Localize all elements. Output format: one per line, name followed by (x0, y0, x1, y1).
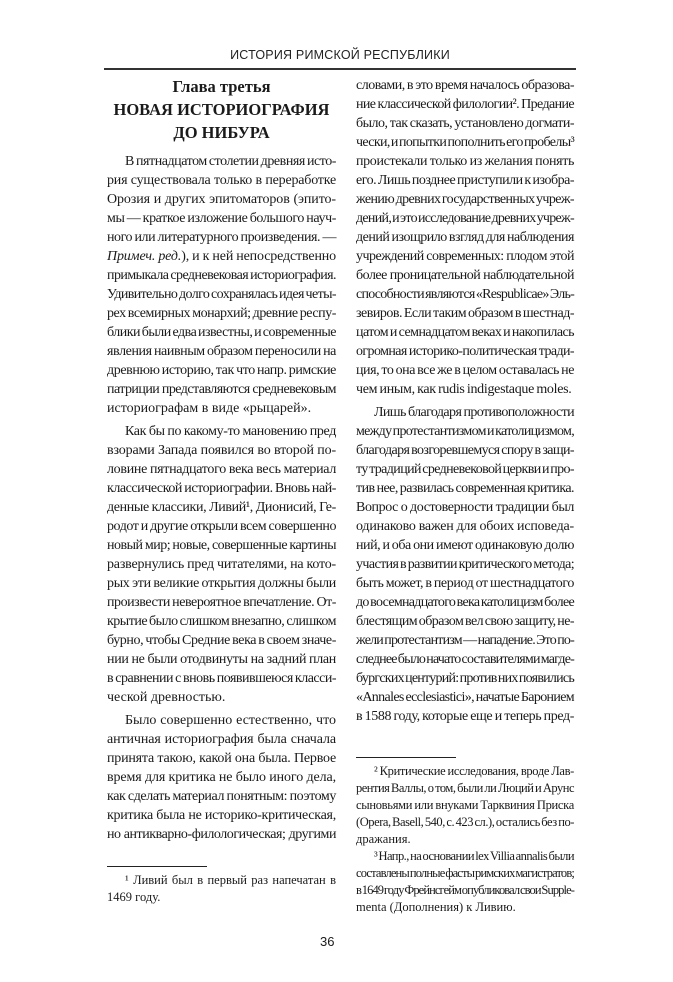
text-line: крытие было слишком внезапно, слишком (107, 614, 336, 629)
text-line: историографам в виде «рыцарей». (107, 401, 312, 416)
text-line: взорами Запада появился во второй по- (107, 443, 336, 458)
text-line: развернулись пред читателями, на кото- (107, 557, 336, 572)
text-line: рех всемирных монархий; древние респу- (107, 306, 336, 321)
text-line: принята такою, какой она была. Первое (107, 751, 336, 766)
chapter-title-line: ДО НИБУРА (173, 123, 270, 142)
text-line: ловине пятнадцатого века весь материал (107, 462, 336, 477)
paragraph (356, 403, 574, 726)
text-line: блестящим образом вел свою защиту, не- (356, 614, 574, 629)
footnote (356, 763, 574, 848)
footnotes-left (107, 872, 336, 906)
footnote-rule-right (356, 757, 456, 758)
text-line: способности являются «Respublicae» Эль- (356, 287, 574, 302)
text-line: сыновьями или внуками Тарквиния Приска (356, 798, 574, 812)
text-line: рия существовала только в переработке (107, 173, 336, 188)
text-line: но антикварно-филологическая; другими (107, 827, 336, 842)
text-line (107, 247, 336, 266)
text-line: тив нее, развилась современная критика. (356, 481, 574, 496)
text-line: «Annales ecclesiastici», начатые Баронием (356, 690, 574, 705)
italic-text: Примеч. ред. (107, 249, 182, 264)
text-line: нии не были отодвинуты на задний план (107, 652, 336, 667)
text-line: классической историографии. Вновь най- (107, 481, 336, 496)
text-line: (Opera, Basell, 540, с. 423 сл.), остались без по- (356, 815, 574, 829)
footnote (107, 872, 336, 906)
text-line: античная историография была сначала (107, 732, 336, 747)
text-line: участия в развитии критического метода; (356, 557, 574, 572)
text-line: новый мир; новые, совершенные картины (107, 538, 336, 553)
text-line: примыкала средневековая историография. (107, 268, 336, 283)
text-line: в 1649 году Фрейнсгейм опубликовал свои Supple- (356, 883, 574, 897)
text-line: явления наивным образом переносили на (107, 344, 336, 359)
text-line: благодаря возгоревшемуся спору в защи- (356, 443, 574, 458)
text-line: было, так сказать, установлено догмати- (356, 116, 574, 131)
chapter-title-line: НОВАЯ ИСТОРИОГРАФИЯ (113, 100, 330, 119)
text-line: ² Критические исследования, вроде Лав- (374, 764, 574, 778)
text-line: блики были едва известны, и современные (107, 325, 336, 340)
text-line: в 1588 году, которые еще и теперь пред- (356, 709, 574, 724)
right-body-text (356, 76, 574, 726)
text-line: быть может, в период от шестнадцатого (356, 576, 574, 591)
text-line: зевиров. Если таким образом в шестнад- (356, 306, 574, 321)
text-line: чески, и попытки пополнить его пробелы³ (356, 135, 574, 150)
text-line: более проницательной наблюдательной (356, 268, 574, 283)
text-line: произвести невероятное впечатление. От- (107, 595, 336, 610)
left-column (107, 76, 336, 848)
text-line: рентия Валлы, о том, были ли Люций и Арунс (356, 781, 574, 795)
text-line: ция, то она все же в целом оставалась не (356, 363, 574, 378)
text-line: огромная историко-политическая тради- (356, 344, 574, 359)
text-line: проистекали только из желания понять (356, 154, 574, 169)
chapter-label: Глава третья (172, 77, 271, 96)
text-line: Лишь благодаря противоположности (374, 405, 574, 420)
text-line: Удивительно долго сохранялась идея четы- (107, 287, 336, 302)
page-number: 36 (320, 934, 335, 949)
footnote-rule-left (107, 866, 207, 867)
text-line: Было совершенно естественно, что (125, 713, 336, 728)
text-line: родот и другие открыли всем совершенно (107, 519, 336, 534)
text-line: в сравнении с вновь появившеюся класси- (107, 671, 336, 686)
text-line: ³ Напр., на основании lex Villia annalis были (374, 849, 574, 863)
text-line: ческой древностью. (107, 690, 226, 705)
text-line: ние классической филологии². Предание (356, 97, 574, 112)
text-line: составлены полные фасты римских магистратов; (356, 866, 574, 880)
text-line: дений, и это исследование древних учреж- (356, 211, 574, 226)
text-line: чем иным, как rudis indigestaque moles. (356, 382, 572, 397)
chapter-heading (107, 76, 336, 144)
text-line: учреждений современных: плодом этой (356, 249, 574, 264)
text-line: Вопрос о достоверности традиции был (356, 500, 574, 515)
text-line: жели протестантизм — нападение. Это по- (356, 633, 574, 648)
text-line: его. Лишь позднее приступили к изобра- (356, 173, 574, 188)
running-head: ИСТОРИЯ РИМСКОЙ РЕСПУБЛИКИ (230, 48, 450, 62)
text-line: цатом и семнадцатом веках и накопилась (356, 325, 574, 340)
text: ), и к ней непосредственно (181, 249, 337, 264)
paragraph (107, 422, 336, 707)
text-line: menta (Дополнения) к Ливию. (356, 900, 516, 914)
text-line: бургских центурий: против них появились (356, 671, 574, 686)
text-line: ний, и оба они имеют одинаковую долю (356, 538, 574, 553)
text-line: бурно, чтобы Средние века в своем значе- (107, 633, 336, 648)
text-line: рых эти великие открытия должны были (107, 576, 336, 591)
text-line: Как бы по какому-то мановению пред (125, 424, 336, 439)
text-line: словами, в это время началось образова- (356, 78, 574, 93)
text-line: ¹ Ливий был в первый раз напечатан в (125, 873, 336, 887)
text-line: критика была не историко-критическая, (107, 808, 336, 823)
text-line: до восемнадцатого века католицизм более (356, 595, 574, 610)
text-line: древнюю историю, так что напр. римские (107, 363, 336, 378)
text-line: мы — краткое изложение большого науч- (107, 211, 336, 226)
text-line: время для критика не было иного дела, (107, 770, 336, 785)
paragraph (356, 76, 574, 399)
text-line: денные классики, Ливий¹, Дионисий, Ге- (107, 500, 336, 515)
text-line: Орозия и других эпитоматоров (эпито- (107, 192, 336, 207)
text-line: жению древних государственных учреж- (356, 192, 574, 207)
text-line: В пятнадцатом столетии древняя исто- (125, 154, 336, 169)
text-line: ту традиций средневековой церкви и про- (356, 462, 574, 477)
right-column (356, 76, 574, 730)
footnote (356, 848, 574, 916)
paragraph (107, 711, 336, 844)
text-line: патриции представляются средневековым (107, 382, 336, 397)
footnotes-right (356, 763, 574, 916)
text-line: 1469 году. (107, 890, 161, 904)
header-rule (104, 68, 576, 70)
paragraph (107, 152, 336, 418)
text-line: следнее было начато составителями магде- (356, 652, 574, 667)
text-line: дражания. (356, 832, 411, 846)
text-line: одинаково важен для обоих исповеда- (356, 519, 574, 534)
text-line: дений изощрило взгляд для наблюдения (356, 230, 574, 245)
text-line: между протестантизмом и католицизмом, (356, 424, 574, 439)
left-body-text (107, 152, 336, 844)
text-line: как сделать материал понятным: поэтому (107, 789, 336, 804)
text-line: ного или литературного произведения. — (107, 230, 336, 245)
